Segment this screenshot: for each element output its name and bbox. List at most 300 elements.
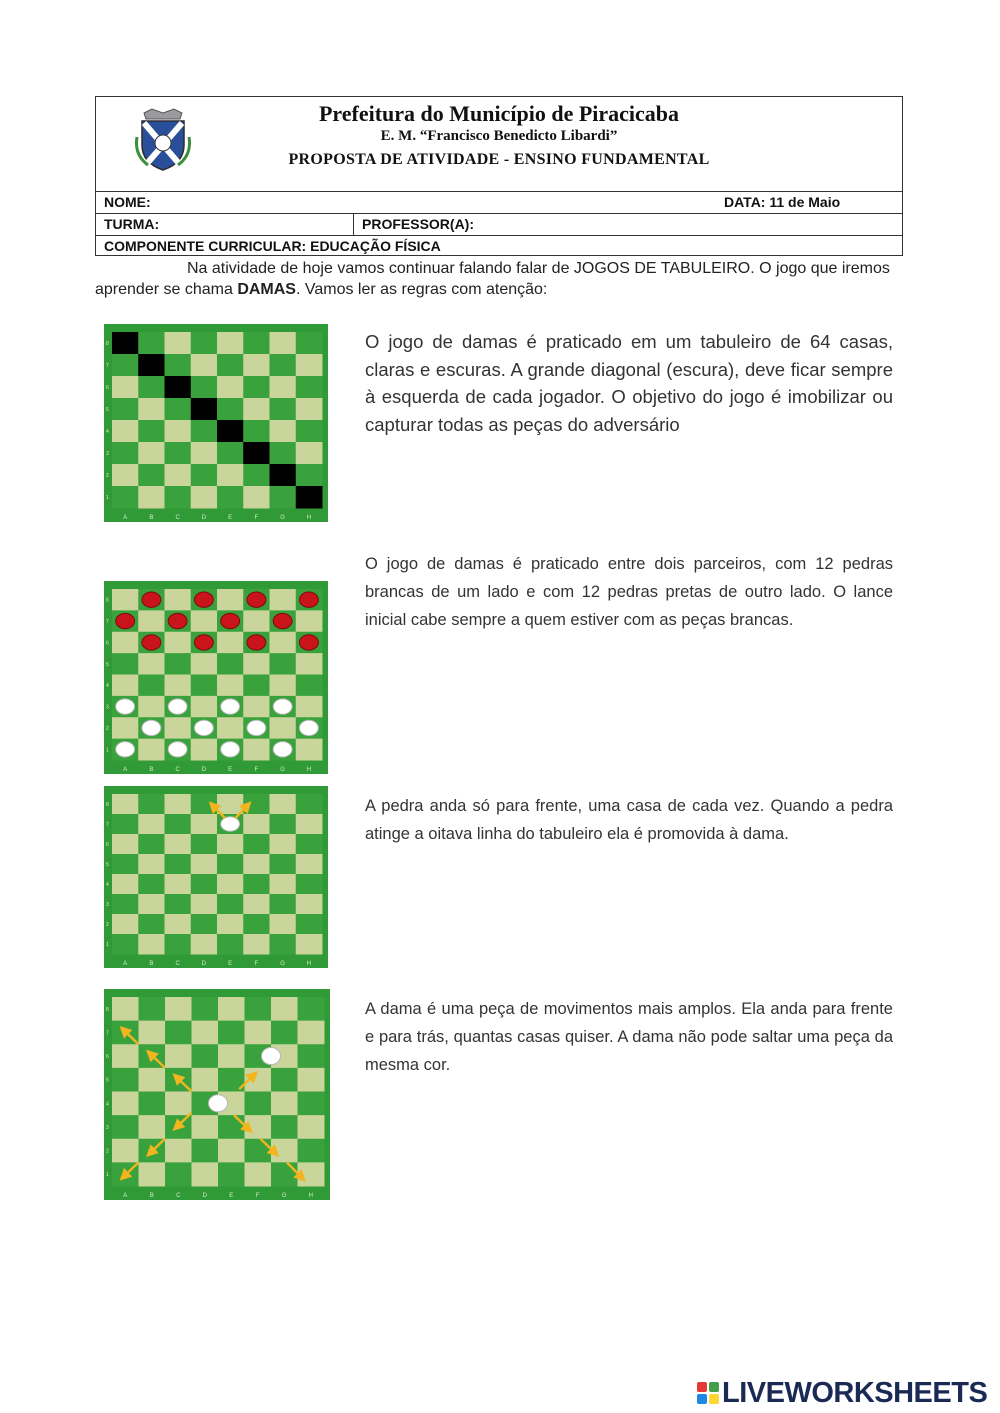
- file-label: H: [306, 961, 312, 967]
- board-square: [296, 914, 323, 935]
- file-label: G: [281, 1193, 287, 1199]
- board-initial-position: [104, 581, 328, 774]
- activity-proposal: PROPOSTA DE ATIVIDADE - ENSINO FUNDAMENTAL: [288, 151, 710, 168]
- red-piece: [142, 635, 161, 650]
- board-square: [243, 610, 270, 632]
- board-square: [192, 1068, 219, 1092]
- white-piece: [261, 1048, 280, 1065]
- board-square: [191, 354, 218, 377]
- board-square: [296, 376, 323, 399]
- board-square: [217, 794, 244, 815]
- liveworksheets-logo-icon: [697, 1382, 719, 1404]
- rank-label: 6: [106, 1054, 109, 1061]
- board-square: [191, 332, 218, 355]
- board-square: [112, 874, 139, 895]
- file-label: E: [228, 961, 233, 967]
- board-square: [165, 894, 192, 915]
- white-piece: [116, 699, 135, 714]
- board-square: [270, 854, 297, 875]
- board-square: [165, 420, 192, 443]
- board-square: [218, 1139, 245, 1163]
- file-label: H: [306, 767, 312, 773]
- board-square: [138, 675, 165, 697]
- file-label: G: [280, 515, 285, 521]
- board-square: [112, 354, 139, 377]
- rank-label: 1: [106, 1172, 109, 1179]
- board-square: [243, 398, 270, 421]
- board-square: [243, 464, 270, 487]
- board-square: [165, 814, 192, 835]
- board-square: [165, 1044, 192, 1068]
- file-label: F: [254, 961, 259, 967]
- board-square: [270, 834, 297, 855]
- board-square: [218, 1115, 245, 1139]
- row-divider: [353, 214, 354, 235]
- board-square: [112, 717, 139, 739]
- board-square: [298, 1044, 325, 1068]
- board-square: [192, 1044, 219, 1068]
- board-square: [243, 376, 270, 399]
- board-square: [270, 376, 297, 399]
- board-square: [165, 997, 192, 1021]
- file-label: D: [201, 961, 207, 967]
- board-square: [165, 1115, 192, 1139]
- board-square: [192, 1139, 219, 1163]
- board-square: [217, 464, 244, 487]
- school-name: E. M. “Francisco Benedicto Libardi”: [380, 128, 618, 144]
- board-square: [217, 717, 244, 739]
- board-square: [243, 420, 270, 443]
- board-square: [112, 442, 139, 465]
- board-square: [138, 486, 165, 509]
- checkerboard-svg: [104, 989, 330, 1200]
- board-square: [139, 1162, 166, 1186]
- board-square: [217, 894, 244, 915]
- rank-label: 7: [106, 822, 109, 828]
- white-piece: [208, 1095, 227, 1112]
- board-square: [165, 854, 192, 875]
- brand-text: LIVEWORKSHEETS: [722, 1376, 988, 1409]
- board-square: [138, 464, 165, 487]
- board-square: [296, 675, 323, 697]
- white-piece: [168, 699, 187, 714]
- board-square: [191, 914, 218, 935]
- red-piece: [247, 635, 266, 650]
- board-square: [271, 1139, 298, 1163]
- file-label: D: [202, 1193, 207, 1199]
- board-square: [165, 717, 192, 739]
- board-square: [139, 1021, 166, 1045]
- white-piece: [221, 742, 240, 757]
- board-square: [270, 794, 297, 815]
- board-square: [217, 854, 244, 875]
- rank-label: 1: [106, 942, 109, 948]
- file-label: D: [201, 767, 207, 773]
- board-square: [139, 1092, 166, 1116]
- rank-label: 2: [106, 1148, 109, 1155]
- board-square: [243, 739, 270, 761]
- board-square: [217, 486, 244, 509]
- white-piece: [221, 817, 240, 831]
- board-square: [270, 914, 297, 935]
- board-square: [112, 814, 139, 835]
- board-square: [191, 934, 218, 955]
- board-square: [271, 1115, 298, 1139]
- red-piece: [221, 613, 240, 628]
- board-square: [112, 589, 139, 611]
- board-square: [270, 589, 297, 611]
- board-square: [217, 442, 244, 465]
- checkerboard-svg: [104, 581, 328, 774]
- board-square: [112, 914, 139, 935]
- file-label: E: [229, 1193, 234, 1199]
- red-piece: [247, 592, 266, 607]
- board-square: [138, 610, 165, 632]
- board-square: [112, 486, 139, 509]
- header-title: Prefeitura do Município de Piracicaba: [318, 101, 680, 126]
- red-piece: [142, 592, 161, 607]
- file-label: B: [149, 515, 154, 521]
- board-square: [296, 486, 323, 509]
- board-square: [112, 464, 139, 487]
- board-square: [112, 332, 139, 355]
- board-square: [271, 1092, 298, 1116]
- board-square: [245, 1162, 272, 1186]
- board-square: [165, 1021, 192, 1045]
- board-square: [270, 632, 297, 654]
- board-square: [192, 997, 219, 1021]
- file-label: G: [280, 961, 285, 967]
- board-square: [271, 1162, 298, 1186]
- white-piece: [273, 699, 292, 714]
- board-square: [271, 997, 298, 1021]
- class-teacher-row: [96, 213, 902, 235]
- rank-label: 7: [106, 619, 109, 626]
- board-square: [165, 794, 192, 815]
- file-label: H: [308, 1193, 313, 1199]
- file-label: A: [123, 961, 128, 967]
- white-piece: [273, 742, 292, 757]
- board-square: [296, 610, 323, 632]
- board-square: [191, 739, 218, 761]
- board-square: [138, 854, 165, 875]
- board-square: [165, 332, 192, 355]
- board-square: [112, 934, 139, 955]
- board-square: [112, 834, 139, 855]
- board-square: [138, 834, 165, 855]
- board-square: [296, 354, 323, 377]
- subject-label: COMPONENTE CURRICULAR: EDUCAÇÃO FÍSICA: [104, 238, 441, 254]
- board-square: [138, 420, 165, 443]
- red-piece: [194, 635, 213, 650]
- board-square: [138, 894, 165, 915]
- board-square: [138, 376, 165, 399]
- board-square: [191, 420, 218, 443]
- intro-text: Na atividade de hoje vamos continuar falando falar de JOGOS DE TABULEIRO. O jogo que iremos aprender se chama DAMAS. Vamos ler as regras com atenção:: [95, 260, 890, 298]
- board-square: [245, 1092, 272, 1116]
- checkerboard-svg: [104, 786, 328, 968]
- board-square: [217, 834, 244, 855]
- date-label: DATA: 11 de Maio: [724, 194, 841, 210]
- board-square: [138, 874, 165, 895]
- board-square: [270, 332, 297, 355]
- board-square: [218, 997, 245, 1021]
- board-square: [243, 814, 270, 835]
- board-square: [243, 914, 270, 935]
- board-square: [296, 398, 323, 421]
- board-square: [138, 354, 165, 377]
- board-square: [192, 1021, 219, 1045]
- board-square: [165, 874, 192, 895]
- board-square: [296, 874, 323, 895]
- board-square: [191, 814, 218, 835]
- board-square: [296, 834, 323, 855]
- file-label: E: [228, 515, 233, 521]
- board-square: [217, 675, 244, 697]
- rank-label: 3: [106, 902, 109, 908]
- board-square: [191, 653, 218, 675]
- board-square: [138, 914, 165, 935]
- header-box: [95, 96, 903, 256]
- subject-row: [96, 235, 902, 257]
- rank-label: 3: [106, 451, 109, 457]
- board-square: [245, 1139, 272, 1163]
- rank-label: 2: [106, 473, 109, 479]
- rank-label: 4: [106, 882, 109, 888]
- board-square: [298, 1068, 325, 1092]
- board-square: [112, 1068, 139, 1092]
- board-square: [112, 632, 139, 654]
- board-square: [165, 354, 192, 377]
- white-piece: [299, 720, 318, 735]
- board-square: [112, 398, 139, 421]
- rule-stone-movement: A pedra anda só para frente, uma casa de cada vez. Quando a pedra atinge a oitava linha do tabuleiro ela é promovida à dama.: [365, 797, 893, 843]
- board-square: [270, 354, 297, 377]
- rule-board-description: O jogo de damas é praticado em um tabuleiro de 64 casas, claras e escuras. A grande diagonal (escura), deve ficar sempre à esquerda de cada jogador. O objetivo do jogo é imobilizar ou capturar todas as peças do adversário: [365, 331, 893, 435]
- board-square: [243, 934, 270, 955]
- rank-label: 5: [106, 407, 109, 413]
- white-piece: [247, 720, 266, 735]
- board-square: [296, 332, 323, 355]
- board-square: [139, 997, 166, 1021]
- board-square: [138, 653, 165, 675]
- board-square: [165, 1139, 192, 1163]
- rule-king-movement: A dama é uma peça de movimentos mais amplos. Ela anda para frente e para trás, quantas casas quiser. A dama não pode saltar uma peça da mesma cor.: [365, 1000, 893, 1074]
- board-square: [218, 1162, 245, 1186]
- board-king-move: [104, 989, 330, 1200]
- file-label: C: [175, 767, 180, 773]
- board-square: [191, 398, 218, 421]
- board-square: [138, 794, 165, 815]
- file-label: H: [306, 515, 312, 521]
- file-label: B: [149, 767, 154, 773]
- board-square: [217, 589, 244, 611]
- board-square: [296, 894, 323, 915]
- board-square: [245, 997, 272, 1021]
- rank-label: 4: [106, 1101, 109, 1108]
- white-piece: [194, 720, 213, 735]
- rank-label: 7: [106, 363, 109, 369]
- board-square: [112, 675, 139, 697]
- rank-label: 6: [106, 385, 109, 391]
- board-square: [165, 675, 192, 697]
- board-square: [296, 739, 323, 761]
- board-square: [112, 420, 139, 443]
- game-name: DAMAS: [237, 281, 296, 298]
- board-square: [191, 854, 218, 875]
- board-square: [138, 934, 165, 955]
- file-label: C: [176, 1193, 181, 1199]
- board-square: [112, 854, 139, 875]
- board-square: [165, 653, 192, 675]
- board-square: [243, 354, 270, 377]
- board-square: [298, 1139, 325, 1163]
- board-square: [270, 420, 297, 443]
- file-label: A: [123, 515, 128, 521]
- rank-label: 2: [106, 922, 109, 928]
- board-square: [270, 874, 297, 895]
- name-date-row: [96, 191, 902, 213]
- name-label: NOME:: [104, 194, 151, 210]
- board-square: [191, 874, 218, 895]
- board-square: [270, 675, 297, 697]
- board-square: [191, 376, 218, 399]
- board-square: [138, 398, 165, 421]
- board-square: [270, 464, 297, 487]
- board-square: [217, 632, 244, 654]
- board-square: [298, 1092, 325, 1116]
- board-square: [296, 814, 323, 835]
- board-square: [218, 1044, 245, 1068]
- board-square: [112, 1115, 139, 1139]
- rank-label: 2: [106, 725, 109, 732]
- board-square: [243, 486, 270, 509]
- board-square: [165, 486, 192, 509]
- board-square: [271, 1068, 298, 1092]
- board-square: [296, 696, 323, 718]
- red-piece: [299, 635, 318, 650]
- board-square: [112, 997, 139, 1021]
- board-square: [191, 610, 218, 632]
- board-square: [217, 934, 244, 955]
- board-square: [192, 1115, 219, 1139]
- red-piece: [299, 592, 318, 607]
- board-square: [296, 464, 323, 487]
- rank-label: 8: [106, 802, 109, 808]
- board-square: [138, 814, 165, 835]
- board-square: [270, 717, 297, 739]
- board-square: [165, 632, 192, 654]
- file-label: F: [254, 515, 259, 521]
- board-square: [165, 589, 192, 611]
- white-piece: [116, 742, 135, 757]
- board-square: [112, 794, 139, 815]
- board-stone-move: [104, 786, 328, 968]
- board-square: [217, 376, 244, 399]
- board-diagonal: [104, 324, 328, 522]
- rank-label: 3: [106, 1124, 109, 1131]
- board-square: [243, 675, 270, 697]
- red-piece: [273, 613, 292, 628]
- file-label: E: [228, 767, 233, 773]
- rank-label: 6: [106, 842, 109, 848]
- file-label: C: [175, 961, 180, 967]
- file-label: F: [254, 767, 259, 773]
- white-piece: [168, 742, 187, 757]
- red-piece: [194, 592, 213, 607]
- board-square: [243, 874, 270, 895]
- board-square: [296, 934, 323, 955]
- rank-label: 1: [106, 495, 109, 501]
- board-square: [112, 1092, 139, 1116]
- board-square: [243, 834, 270, 855]
- board-square: [296, 854, 323, 875]
- file-label: G: [280, 767, 285, 773]
- rank-label: 7: [106, 1030, 109, 1037]
- rule-players-pieces: O jogo de damas é praticado entre dois parceiros, com 12 pedras brancas de um lado e com 12 pedras pretas de outro lado. O lance inicial cabe sempre a quem estiver com as peças brancas.: [365, 555, 893, 629]
- board-square: [298, 1021, 325, 1045]
- file-label: B: [149, 961, 154, 967]
- board-square: [165, 442, 192, 465]
- board-square: [217, 398, 244, 421]
- board-square: [112, 1139, 139, 1163]
- board-square: [165, 934, 192, 955]
- board-square: [298, 1162, 325, 1186]
- board-square: [243, 653, 270, 675]
- file-label: D: [201, 515, 207, 521]
- board-square: [243, 442, 270, 465]
- rank-label: 1: [106, 747, 109, 754]
- checkerboard-svg: [104, 324, 328, 522]
- rank-label: 3: [106, 704, 109, 711]
- board-square: [191, 464, 218, 487]
- board-square: [138, 696, 165, 718]
- board-square: [270, 894, 297, 915]
- board-square: [165, 834, 192, 855]
- board-square: [191, 696, 218, 718]
- board-square: [191, 894, 218, 915]
- board-square: [191, 834, 218, 855]
- board-square: [217, 354, 244, 377]
- board-square: [245, 1021, 272, 1045]
- white-piece: [221, 699, 240, 714]
- board-square: [165, 914, 192, 935]
- file-label: A: [123, 767, 128, 773]
- board-square: [296, 653, 323, 675]
- board-square: [217, 874, 244, 895]
- board-square: [270, 653, 297, 675]
- rank-label: 5: [106, 1077, 109, 1084]
- board-square: [139, 1115, 166, 1139]
- class-label: TURMA:: [104, 216, 160, 232]
- board-square: [165, 398, 192, 421]
- board-square: [243, 332, 270, 355]
- board-square: [296, 442, 323, 465]
- board-square: [270, 934, 297, 955]
- board-square: [112, 653, 139, 675]
- board-square: [270, 442, 297, 465]
- rank-label: 5: [106, 862, 109, 868]
- board-square: [243, 696, 270, 718]
- rank-label: 4: [106, 683, 109, 690]
- board-square: [138, 739, 165, 761]
- board-square: [217, 332, 244, 355]
- board-square: [270, 814, 297, 835]
- board-square: [270, 398, 297, 421]
- rank-label: 5: [106, 661, 109, 668]
- rank-label: 4: [106, 429, 109, 435]
- board-square: [218, 1021, 245, 1045]
